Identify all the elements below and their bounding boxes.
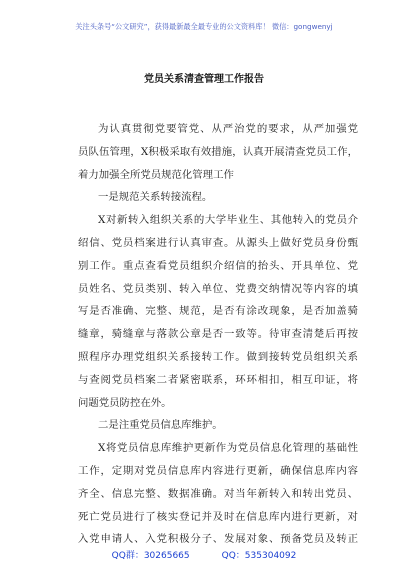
- body-line: X对新转入组织关系的大学毕业生、其他转入的党员介: [98, 214, 358, 227]
- body-line: 写是否准确、完整、规范，是否有涂改现象，是否加盖骑: [78, 305, 358, 318]
- body-line: 别工作。重点查看党员组织介绍信的抬头、开具单位、党: [78, 259, 358, 272]
- body-line: 照程序办理党组织关系接转工作。做到接转党员组织关系: [78, 350, 358, 363]
- body-line: 与查阅党员档案二者紧密联系，环环相扣，相互印证，将: [78, 373, 358, 386]
- body-line: 齐全、信息完整、数据准确。对当年新转入和转出党员、: [78, 487, 358, 500]
- body-line: 为认真贯彻党要管党、从严治党的要求，从严加强党: [98, 123, 358, 135]
- body-line: 工作，定期对党员信息库内容进行更新，确保信息库内容: [78, 464, 358, 477]
- footer: [0, 548, 408, 561]
- header-notice: 关注头条号“公文研究”，获得最新最全最专业的公文资料库！ 微信：gongwenyj: [75, 22, 333, 31]
- body-line: 问题党员防控在外。: [78, 396, 172, 409]
- footer-qq: QQ：535304092: [221, 551, 297, 561]
- body-line: X将党员信息库维护更新作为党员信息化管理的基础性: [98, 442, 358, 455]
- document-body: [78, 118, 358, 551]
- body-line: 死亡党员进行了核实登记并及时在信息库内进行更新，对: [78, 510, 358, 523]
- body-line: 入党申请人、入党积极分子、发展对象、预备党员及转正: [78, 533, 358, 546]
- body-line: 着力加强全所党员规范化管理工作: [78, 168, 234, 181]
- body-line: 二是注重党员信息库维护。: [98, 419, 223, 432]
- body-line: 绍信、党员档案进行认真审查。从源头上做好党员身份甄: [78, 236, 358, 249]
- document-title: 党员关系清查管理工作报告: [144, 74, 264, 85]
- body-line: 员队伍管理，X积极采取有效措施，认真开展清查党员工作，: [78, 145, 358, 158]
- body-line: 一是规范关系转接流程。: [98, 191, 213, 204]
- body-line: 员姓名、党员类别、转入单位、党费交纳情况等内容的填: [78, 282, 358, 295]
- footer-qq-group: QQ群：30265665: [111, 551, 190, 561]
- body-line: 缝章，骑缝章与落款公章是否一致等。待审查清楚后再按: [78, 328, 358, 341]
